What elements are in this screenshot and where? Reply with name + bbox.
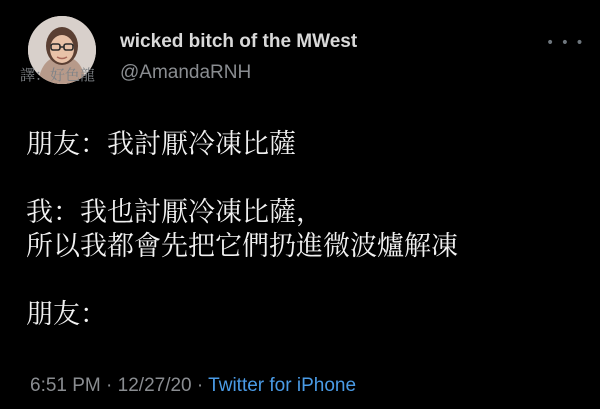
tweet-date[interactable]: 12/27/20 (117, 375, 192, 396)
tweet-line: 所以我都會先把它們扔進微波爐解凍 (26, 231, 458, 262)
translator-watermark: 譯：好色龍 (20, 66, 96, 84)
meta-separator: · (106, 375, 113, 396)
tweet-source-link[interactable]: Twitter for iPhone (208, 375, 357, 396)
tweet-line-gap (26, 264, 586, 298)
tweet-meta (30, 375, 356, 397)
display-name[interactable]: wicked bitch of the MWest (120, 31, 358, 52)
ellipsis-icon[interactable]: • • • (546, 35, 585, 51)
tweet-line: 我：我也討厭冷凍比薩， (26, 197, 323, 228)
tweet-text (26, 128, 586, 332)
tweet-line-gap (26, 162, 586, 196)
tweet-line: 朋友： (26, 299, 107, 330)
meta-separator: · (196, 375, 204, 396)
tweet-time[interactable]: 6:51 PM (30, 375, 101, 396)
tweet-line: 朋友：我討厭冷凍比薩 (26, 129, 296, 160)
user-handle[interactable]: @AmandaRNH (120, 62, 252, 83)
